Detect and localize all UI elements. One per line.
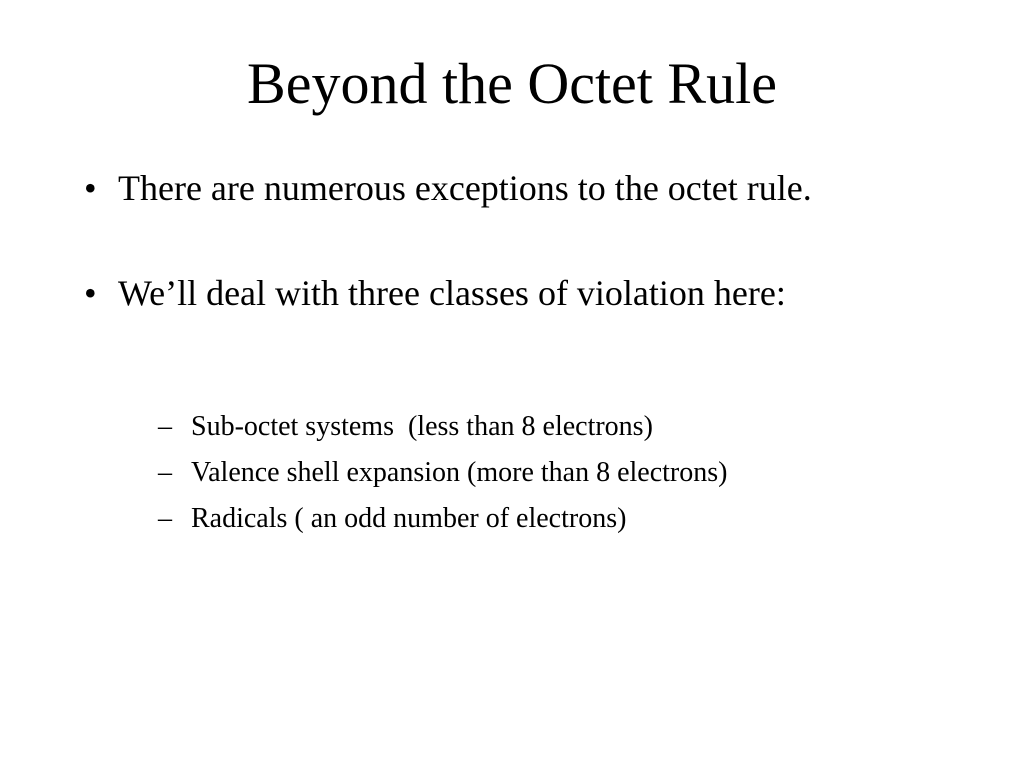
sub-bullet-marker: – xyxy=(158,457,172,488)
bullet-item xyxy=(84,271,786,315)
bullet-text: There are numerous exceptions to the octet rule. xyxy=(118,168,812,208)
bullet-text: We’ll deal with three classes of violation here: xyxy=(118,273,786,313)
sub-bullet-text: Sub-octet systems (less than 8 electrons) xyxy=(191,411,653,442)
slide-title: Beyond the Octet Rule xyxy=(247,51,777,116)
sub-bullet-item xyxy=(130,465,626,573)
bullet-marker: • xyxy=(84,273,97,313)
bullet-item xyxy=(84,166,812,210)
bullet-marker: • xyxy=(84,168,97,208)
sub-bullet-text: Radicals ( an odd number of electrons) xyxy=(191,503,627,534)
sub-bullet-marker: – xyxy=(158,411,172,442)
sub-bullet-marker: – xyxy=(158,503,172,534)
sub-bullet-text: Valence shell expansion (more than 8 electrons) xyxy=(191,457,728,488)
